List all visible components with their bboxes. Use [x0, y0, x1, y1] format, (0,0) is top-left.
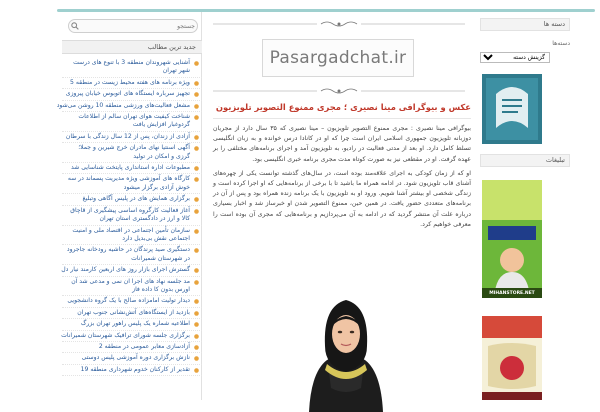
arrow-bullet-icon — [194, 166, 199, 171]
arrow-bullet-icon — [194, 61, 199, 66]
khabarnameh-banner[interactable] — [482, 74, 542, 144]
recent-post-link[interactable] — [62, 78, 202, 89]
recent-post-label: مطبوعات اداره استانداری پایتخت شناسایی شد — [70, 164, 190, 172]
main-content — [205, 12, 473, 400]
arrow-bullet-icon — [194, 146, 199, 151]
gift-ad-banner[interactable] — [482, 316, 542, 400]
recent-post-link[interactable] — [62, 319, 202, 330]
recent-post-label: مد جلسه نهاد های اجرا ان نمی و مدعی شد آن اورس بدون کا داده فاز — [71, 277, 190, 293]
title-divider — [213, 118, 471, 119]
arrow-bullet-icon — [194, 248, 199, 253]
categories-widget-title: دسته ها — [480, 18, 570, 31]
presenter-photo — [287, 276, 405, 412]
recent-post-label: کارگاه های آموزشی ویژه مدیریت پسماند در سه خوش آزادی برگزار میشود — [67, 175, 190, 191]
recent-post-link[interactable] — [62, 226, 202, 246]
search-button[interactable] — [71, 22, 79, 30]
recent-post-label: آغاز فعالیت کارگروه اساسی پیشگیری از قاچاق کالا و ارز در دادگستری استان تهران — [70, 206, 190, 223]
arrow-bullet-icon — [194, 135, 199, 140]
arrow-bullet-icon — [194, 81, 199, 86]
recent-post-link[interactable] — [62, 163, 202, 174]
newsletter-banner-image — [482, 74, 542, 144]
recent-post-label: آشنایی شهروندان منطقه 3 با تنوع های درست شهر تهران — [73, 59, 190, 75]
mihanstore-ad-banner[interactable] — [482, 180, 542, 298]
recent-post-link[interactable] — [62, 89, 202, 100]
arrow-bullet-icon — [194, 209, 199, 214]
arrow-bullet-icon — [194, 322, 199, 327]
category-select[interactable] — [480, 52, 550, 63]
recent-post-link[interactable] — [62, 58, 202, 78]
ornament-divider-icon — [205, 87, 473, 95]
arrow-bullet-icon — [194, 345, 199, 350]
ads-widget-title: تبلیغات — [480, 154, 570, 167]
recent-post-link[interactable] — [62, 365, 202, 376]
search-box — [68, 19, 198, 33]
recent-post-link[interactable] — [62, 245, 202, 265]
recent-post-link[interactable] — [62, 265, 202, 276]
recent-post-label: ویژه برنامه های هفته محیط زیست در منطقه 5 — [70, 78, 190, 86]
arrow-bullet-icon — [194, 104, 199, 109]
site-logo[interactable] — [262, 39, 414, 77]
arrow-bullet-icon — [194, 280, 199, 285]
arrow-bullet-icon — [194, 92, 199, 97]
recent-posts-list — [56, 58, 202, 376]
mihanstore-ad-image — [482, 180, 542, 298]
arrow-bullet-icon — [194, 334, 199, 339]
recent-post-label: آگهی اسنتیا نهای مادران خرج شیرین و جملا؛ گرزی و امکان در تولید — [78, 144, 190, 160]
recent-post-link[interactable] — [62, 277, 202, 297]
recent-post-link[interactable] — [62, 112, 202, 132]
recent-post-label: شناخت کیفیت هوای تهران سالم از اطلاعات گردوغبار افزایش یافت — [78, 113, 190, 129]
categories-label: دسته‌ها — [552, 40, 570, 47]
recent-post-link[interactable] — [62, 194, 202, 205]
arrow-bullet-icon — [194, 197, 199, 202]
recent-post-label: تجهیز سرباره ایستگاه های اتوبوس خیابان پیروزی — [65, 90, 190, 98]
search-input[interactable] — [87, 21, 195, 31]
recent-post-label: نازش برگزاری دوره آموزشی پلیس دوستی — [81, 354, 190, 362]
arrow-bullet-icon — [194, 268, 199, 273]
recent-post-label: اطلاعیه شماره یک پلیس راهور تهران بزرگ — [80, 320, 190, 328]
recent-post-link[interactable] — [62, 353, 202, 364]
recent-post-label: مشعل فعالیت‌های ورزشی منطقه 10 روشن می‌شود — [56, 101, 190, 109]
recent-post-label: سازمان تأمین اجتماعی در اقتصاد ملی و امنیت اجتماعی نقش بی‌بدیل دارد — [72, 226, 190, 242]
arrow-bullet-icon — [194, 311, 199, 316]
recent-post-label: دیدار تولیت امامزاده صالح با یک گروه دانشجویی — [67, 297, 190, 305]
recent-post-link[interactable] — [62, 342, 202, 353]
recent-post-label: برگزاری همایش های در پلیس آگاهی وتبلیغ — [82, 195, 190, 203]
post-paragraph: او که از زمان کودکی به اجرای علاقه‌مند بوده است، در سال‌های گذشته توانست یکی از چهره‌های آشنای قاب تلویزیون شود. در ادامه همراه ما باشید تا با برخی از برنامه‌هایی که او اجرا کرده است و زندگی شخصی او بیشتر آشنا شویم. ورود او به تلویزیون با یک برنامه زنده همراه بود و پس از آن در برنامه‌های متعددی حضور یافت. در همین حین، ممنوع التصویر شدن او خبرساز شد و اخبار بسیاری درباره علت آن منتشر گردید که در ادامه به آن می‌پردازیم و برنامه‌هایی که مجری آن بوده است را معرفی خواهیم کرد. — [213, 169, 471, 228]
arrow-bullet-icon — [194, 229, 199, 234]
recent-post-link[interactable] — [62, 174, 202, 194]
arrow-bullet-icon — [194, 356, 199, 361]
recent-post-label: بازدید از ایستگاه‌های آتش‌نشانی جنوب تهران — [77, 308, 190, 316]
recent-post-link[interactable] — [62, 331, 202, 342]
recent-posts-title: جدید ترین مطالب — [62, 40, 202, 54]
recent-post-label: دستگیری صید پرندگان در حاشیه رودخانه جاجرود در شهرستان شمیرانات — [66, 246, 190, 262]
recent-post-label: برگزاری جلسه شورای ترافیک شهرستان شمیرانات — [61, 331, 190, 339]
post-title-link[interactable]: عکس و بیوگرافی مینا نصیری ؛ مجری ممنوع التصویر تلویزیون — [215, 102, 471, 112]
right-sidebar — [476, 12, 600, 400]
search-icon — [71, 22, 79, 30]
recent-post-label: آزادی از زندان، پس از 12 سال زندگی با سرطان — [65, 132, 190, 140]
mihanstore-caption: MIHANSTORE.NET — [489, 291, 535, 296]
recent-post-link[interactable] — [62, 132, 202, 143]
recent-post-link[interactable] — [62, 296, 202, 307]
arrow-bullet-icon — [194, 368, 199, 373]
gift-ad-image — [482, 316, 542, 400]
site-logo-text: Pasargadchat.ir — [269, 48, 407, 68]
recent-post-label: گسترش اجرای بازار روز های اربعین کارمند نیار دل — [61, 266, 190, 274]
recent-post-label: آزادسازی معابر عمومی در منطقه 2 — [98, 342, 190, 350]
post-body — [213, 124, 471, 234]
arrow-bullet-icon — [194, 115, 199, 120]
post-paragraph: بیوگرافی مینا نصیری : مجری ممنوع التصویر تلویزیون – مینا نصیری که ۳۵ سال دارد از مجریان دوزبانه تلویزیون جمهوری اسلامی ایران است چرا که او در کانادا درس خوانده و به زبان انگلیسی تسلط کامل دارد. او بعد از مدتی فعالیت در رادیو، به تلویزیون آمد و اجرای برنامه‌های مختلفی را بر عهده گرفت. او در مقطعی نیز به صورت کوتاه مدت مجری برنامه خبری انگلیسی بود. — [213, 125, 472, 163]
arrow-bullet-icon — [194, 299, 199, 304]
ornament-divider-icon — [205, 20, 473, 28]
recent-post-link[interactable] — [56, 101, 202, 112]
recent-post-label: تقدیر از کارکنان خدوم شهرداری منطقه 19 — [80, 365, 190, 373]
left-sidebar — [56, 12, 202, 400]
arrow-bullet-icon — [194, 177, 199, 182]
recent-post-link[interactable] — [62, 308, 202, 319]
recent-post-link[interactable] — [62, 206, 202, 226]
recent-post-link[interactable] — [62, 143, 202, 163]
